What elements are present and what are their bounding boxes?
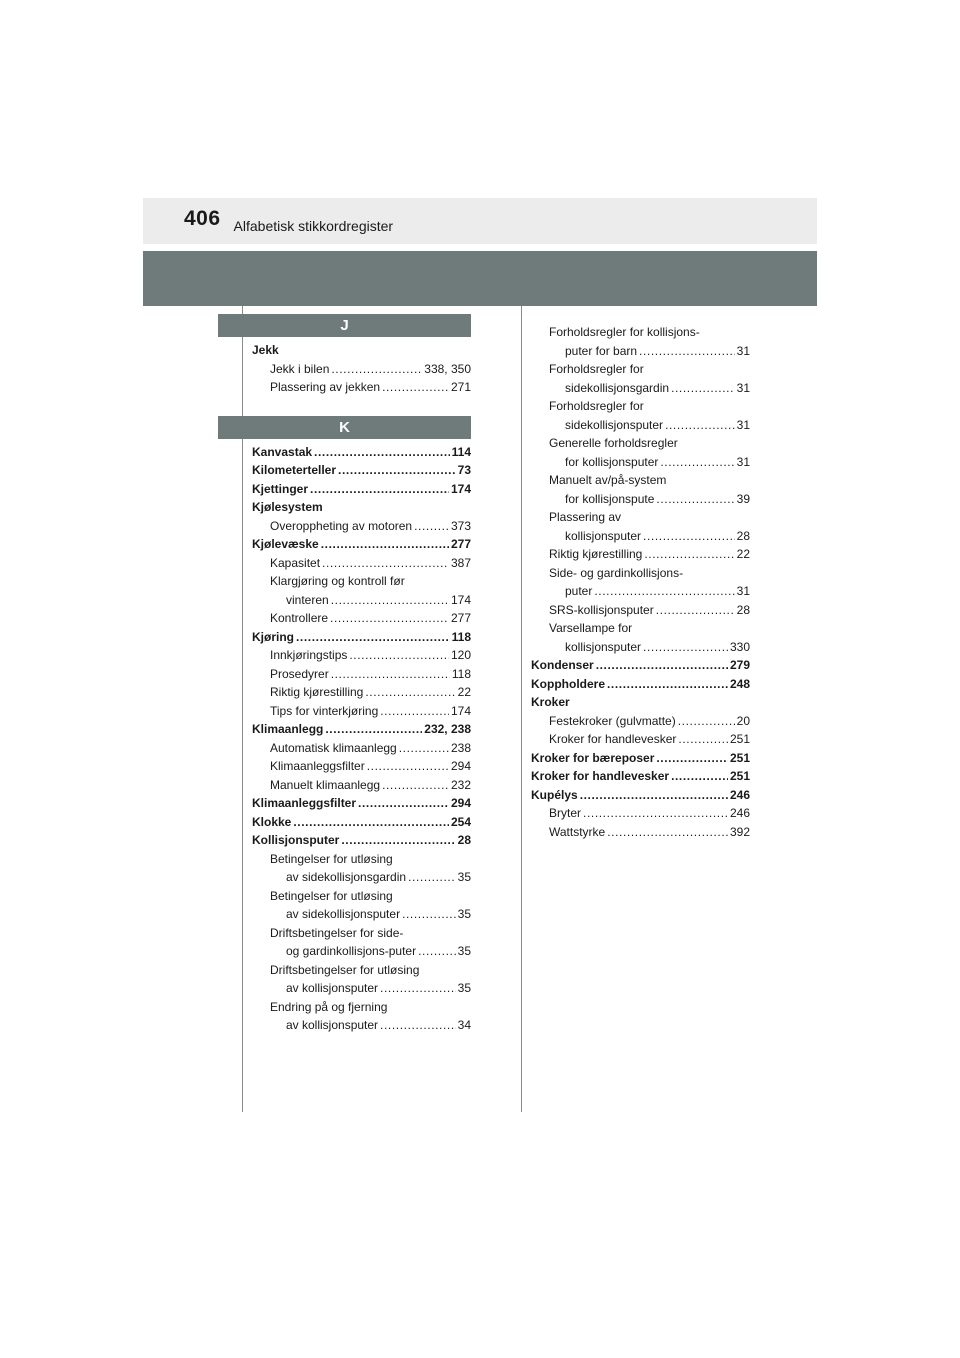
dot-leader: [293, 813, 449, 832]
entry-line: [252, 628, 471, 647]
header-band: [143, 251, 817, 306]
entry-term: av sidekollisjonsgardin: [286, 870, 407, 884]
entry-term: Driftsbetingelser for side-: [270, 925, 404, 940]
page-number: 406: [184, 207, 221, 230]
entry-line: [270, 646, 471, 665]
dot-leader: [402, 905, 456, 924]
entry-term: sidekollisjonsputer: [565, 417, 664, 432]
entry-term: Manuelt klimaanlegg: [270, 777, 381, 792]
entry-term: puter: [565, 584, 593, 598]
entry-line: [270, 1016, 471, 1035]
entry-pages: 73: [457, 463, 471, 477]
entry-pages: 28: [736, 528, 750, 543]
entry-term: Klimaanlegg: [252, 722, 324, 736]
entry-term: Kjølevæske: [252, 537, 319, 551]
dot-leader: [331, 360, 422, 379]
dot-leader: [671, 379, 735, 398]
entry-line: [549, 471, 750, 490]
entry-line: [531, 656, 750, 675]
entry-line: [270, 702, 471, 721]
entry-pages: 251: [729, 769, 750, 783]
dot-leader: [338, 461, 456, 480]
entry-pages: 22: [457, 685, 471, 699]
dot-leader: [656, 490, 734, 509]
entry-line: [270, 683, 471, 702]
dot-leader: [349, 646, 449, 665]
index-subentry[interactable]: [252, 378, 471, 397]
dot-leader: [671, 767, 728, 786]
entry-pages: 35: [457, 944, 471, 958]
index-entry[interactable]: [252, 480, 471, 499]
dot-leader: [580, 786, 728, 805]
section-title: Alfabetisk stikkordregister: [233, 218, 394, 234]
entry-line: [549, 564, 750, 583]
entry-line: [270, 591, 471, 610]
entry-term: Kontrollere: [270, 611, 329, 625]
entry-term: Innkjøringstips: [270, 648, 348, 662]
entry-term: Driftsbetingelser for utløsing: [270, 962, 420, 977]
index-subentry[interactable]: [531, 323, 750, 360]
entry-pages: 118: [451, 666, 471, 681]
letter-group: [252, 416, 471, 1035]
entry-term: Riktig kjørestilling: [549, 547, 643, 561]
entry-term: Plassering av jekken: [270, 380, 381, 394]
index-subentry[interactable]: [252, 517, 471, 536]
index-subentry[interactable]: [252, 554, 471, 573]
entry-term: puter for barn: [565, 343, 638, 358]
entry-pages: 31: [736, 417, 750, 432]
entry-pages: 279: [729, 658, 750, 672]
entry-term: for kollisjonsputer: [565, 454, 659, 469]
entry-line: [252, 498, 471, 517]
entry-line: [549, 416, 750, 435]
dot-leader: [594, 582, 734, 601]
entry-term: Tips for vinterkjøring: [270, 703, 379, 718]
entry-line: [549, 712, 750, 731]
entry-pages: 31: [736, 380, 750, 395]
entry-pages: 248: [729, 676, 750, 691]
entry-term: SRS-kollisjonsputer: [549, 602, 654, 617]
entry-pages: 31: [736, 343, 750, 358]
letter-heading: K: [218, 416, 471, 439]
entry-line: [549, 545, 750, 564]
dot-leader: [365, 683, 455, 702]
dot-leader: [325, 720, 422, 739]
entry-term: Kroker: [531, 695, 570, 709]
entry-term: Kroker for handlevesker: [549, 732, 677, 746]
index-subentry[interactable]: [531, 471, 750, 508]
entry-pages: 174: [450, 481, 471, 496]
dot-leader: [399, 739, 449, 758]
entry-pages: 294: [450, 796, 471, 810]
index-subentry[interactable]: [252, 646, 471, 665]
entry-pages: 120: [450, 648, 471, 662]
dot-leader: [331, 591, 449, 610]
dot-leader: [665, 416, 735, 435]
index-subentry[interactable]: [252, 924, 471, 961]
index-subentry[interactable]: [252, 998, 471, 1035]
entry-term: Klokke: [252, 814, 292, 829]
entry-term: Riktig kjørestilling: [270, 685, 364, 699]
entry-line: [252, 813, 471, 832]
entry-line: [270, 868, 471, 887]
entry-pages: 35: [457, 907, 471, 921]
entry-pages: 246: [729, 806, 750, 820]
dot-leader: [643, 638, 728, 657]
entry-line: [549, 527, 750, 546]
entry-pages: 294: [450, 759, 471, 773]
entry-line: [270, 887, 471, 906]
entry-term: Bryter: [549, 806, 582, 820]
dot-leader: [583, 804, 728, 823]
entry-line: [270, 924, 471, 943]
index-subentry[interactable]: [252, 683, 471, 702]
entry-list: [252, 341, 471, 397]
entry-line: [531, 675, 750, 694]
index-entry[interactable]: [252, 794, 471, 813]
entry-term: Kanvastak: [252, 444, 313, 459]
entry-term: Jekk i bilen: [270, 361, 330, 376]
entry-pages: 118: [451, 629, 471, 644]
dot-leader: [321, 535, 449, 554]
entry-line: [252, 480, 471, 499]
entry-pages: 28: [736, 602, 750, 617]
index-subentry[interactable]: [531, 823, 750, 842]
entry-line: [252, 443, 471, 462]
entry-line: [252, 794, 471, 813]
entry-pages: 35: [457, 981, 471, 995]
entry-term: Forholdsregler for: [549, 362, 644, 376]
index-entry[interactable]: [531, 656, 750, 675]
dot-leader: [330, 609, 449, 628]
index-entry[interactable]: [252, 443, 471, 462]
dot-leader: [380, 702, 449, 721]
entry-term: Klimaanleggsfilter: [270, 759, 365, 773]
index-subentry[interactable]: [531, 397, 750, 434]
index-subentry[interactable]: [531, 619, 750, 656]
index-subentry[interactable]: [531, 360, 750, 397]
index-entry[interactable]: [252, 628, 471, 647]
entry-term: Plassering av: [549, 510, 622, 524]
entry-line: [270, 609, 471, 628]
entry-line: [531, 767, 750, 786]
entry-pages: 232: [450, 777, 471, 792]
dot-leader: [639, 342, 735, 361]
entry-term: vinteren: [286, 592, 329, 607]
entry-pages: 35: [457, 870, 471, 884]
entry-line: [252, 720, 471, 739]
dot-leader: [367, 757, 449, 776]
index-entry[interactable]: [252, 341, 471, 360]
entry-term: kollisjonsputer: [565, 528, 642, 543]
entry-term: Festekroker (gulvmatte): [549, 713, 676, 728]
index-subentry[interactable]: [252, 961, 471, 998]
entry-term: Generelle forholdsregler: [549, 436, 678, 450]
index-subentry[interactable]: [252, 609, 471, 628]
entry-pages: 373: [450, 518, 471, 533]
index-subentry[interactable]: [252, 776, 471, 795]
index-entry[interactable]: [531, 749, 750, 768]
entry-term: Endring på og fjerning: [270, 999, 388, 1014]
index-subentry[interactable]: [531, 712, 750, 731]
index-subentry[interactable]: [252, 665, 471, 684]
entry-line: [252, 341, 471, 360]
dot-leader: [382, 776, 449, 795]
letter-group: [252, 314, 471, 397]
entry-pages: 174: [450, 592, 471, 607]
entry-term: Varsellampe for: [549, 621, 633, 635]
entry-term: Prosedyrer: [270, 666, 329, 681]
entry-pages: 31: [736, 584, 750, 598]
entry-pages: 238: [450, 740, 471, 755]
entry-term: Kollisjonsputer: [252, 833, 340, 847]
dot-leader: [380, 1016, 456, 1035]
entry-term: Kroker for bæreposer: [531, 750, 655, 765]
index-subentry[interactable]: [252, 572, 471, 609]
entry-pages: 277: [450, 537, 471, 551]
entry-line: [270, 517, 471, 536]
entry-pages: 246: [729, 787, 750, 802]
entry-pages: 34: [457, 1018, 471, 1032]
entry-line: [252, 461, 471, 480]
index-subentry[interactable]: [252, 887, 471, 924]
entry-pages: 174: [450, 703, 471, 718]
entry-line: [270, 961, 471, 980]
entry-term: Kapasitet: [270, 555, 321, 570]
index-entry[interactable]: [252, 498, 471, 517]
entry-line: [270, 942, 471, 961]
entry-pages: 20: [736, 713, 750, 728]
column-rule-middle: [521, 306, 522, 1112]
entry-line: [252, 831, 471, 850]
entry-line: [549, 379, 750, 398]
entry-term: Kjettinger: [252, 481, 309, 496]
entry-line: [549, 638, 750, 657]
index-column-right: [531, 323, 750, 841]
entry-line: [270, 905, 471, 924]
index-subentry[interactable]: [531, 508, 750, 545]
entry-line: [549, 323, 750, 342]
entry-list: [252, 443, 471, 1035]
index-subentry[interactable]: [531, 730, 750, 749]
entry-line: [549, 804, 750, 823]
entry-term: Wattstyrke: [549, 824, 606, 839]
entry-term: av kollisjonsputer: [286, 981, 379, 995]
entry-term: Klimaanleggsfilter: [252, 796, 357, 810]
entry-pages: 31: [736, 454, 750, 469]
entry-line: [270, 998, 471, 1017]
entry-line: [270, 665, 471, 684]
dot-leader: [408, 868, 456, 887]
entry-term: Side- og gardinkollisjons-: [549, 565, 684, 580]
dot-leader: [656, 601, 735, 620]
entry-term: sidekollisjonsgardin: [565, 380, 670, 395]
dot-leader: [382, 378, 449, 397]
entry-pages: 330: [729, 639, 750, 654]
entry-pages: 22: [736, 547, 750, 561]
dot-leader: [341, 831, 455, 850]
index-column-left: [252, 314, 471, 1035]
entry-term: Kjøring: [252, 629, 294, 644]
dot-leader: [678, 730, 728, 749]
dot-leader: [607, 675, 728, 694]
entry-term: Automatisk klimaanlegg: [270, 740, 397, 755]
entry-line: [270, 776, 471, 795]
entry-pages: 254: [450, 814, 471, 829]
entry-term: kollisjonsputer: [565, 639, 642, 654]
entry-term: Kilometerteller: [252, 463, 337, 477]
entry-line: [549, 397, 750, 416]
entry-line: [549, 342, 750, 361]
index-subentry[interactable]: [531, 804, 750, 823]
index-entry[interactable]: [252, 813, 471, 832]
index-subentry[interactable]: [252, 360, 471, 379]
dot-leader: [414, 517, 449, 536]
index-subentry[interactable]: [531, 434, 750, 471]
page-header: [143, 198, 817, 244]
entry-line: [549, 730, 750, 749]
entry-pages: 28: [457, 833, 471, 847]
entry-term: og gardinkollisjons-puter: [286, 944, 417, 958]
entry-line: [270, 739, 471, 758]
entry-term: av sidekollisjonsputer: [286, 907, 401, 921]
entry-line: [270, 554, 471, 573]
index-subentry[interactable]: [252, 850, 471, 887]
index-subentry[interactable]: [531, 601, 750, 620]
entry-pages: 114: [451, 444, 471, 459]
entry-term: Kondenser: [531, 658, 594, 672]
entry-term: Klargjøring og kontroll før: [270, 574, 405, 588]
dot-leader: [331, 665, 450, 684]
dot-leader: [678, 712, 735, 731]
index-subentry[interactable]: [531, 545, 750, 564]
entry-pages: 387: [450, 555, 471, 570]
entry-pages: 251: [729, 750, 750, 765]
dot-leader: [322, 554, 449, 573]
dot-leader: [310, 480, 449, 499]
dot-leader: [296, 628, 450, 647]
index-subentry[interactable]: [252, 757, 471, 776]
entry-line: [270, 378, 471, 397]
index-entry[interactable]: [252, 720, 471, 739]
dot-leader: [380, 979, 456, 998]
entry-line: [531, 693, 750, 712]
dot-leader: [644, 545, 734, 564]
index-entry[interactable]: [531, 786, 750, 805]
dot-leader: [607, 823, 728, 842]
entry-line: [549, 508, 750, 527]
entry-line: [549, 490, 750, 509]
entry-term: Kroker for handlevesker: [531, 769, 670, 783]
entry-line: [270, 979, 471, 998]
entry-line: [270, 360, 471, 379]
entry-pages: 232, 238: [424, 722, 471, 736]
entry-term: Kjølesystem: [252, 500, 323, 514]
dot-leader: [660, 453, 734, 472]
letter-heading: J: [218, 314, 471, 337]
dot-leader: [358, 794, 449, 813]
entry-line: [531, 749, 750, 768]
index-entry[interactable]: [531, 767, 750, 786]
entry-term: Overoppheting av motoren: [270, 518, 413, 533]
entry-line: [549, 453, 750, 472]
entry-pages: 392: [729, 824, 750, 839]
entry-term: Betingelser for utløsing: [270, 851, 393, 866]
entry-pages: 271: [450, 380, 471, 394]
entry-pages: 277: [450, 611, 471, 625]
entry-term: Manuelt av/på-system: [549, 473, 667, 487]
entry-line: [270, 757, 471, 776]
entry-term: Forholdsregler for: [549, 399, 644, 413]
dot-leader: [643, 527, 735, 546]
dot-leader: [314, 443, 450, 462]
index-entry[interactable]: [531, 675, 750, 694]
entry-line: [549, 360, 750, 379]
entry-term: Kupélys: [531, 787, 578, 802]
entry-line: [549, 582, 750, 601]
entry-line: [270, 572, 471, 591]
entry-line: [549, 619, 750, 638]
index-subentry[interactable]: [252, 702, 471, 721]
entry-line: [252, 535, 471, 554]
index-subentry[interactable]: [531, 564, 750, 601]
index-entry[interactable]: [252, 831, 471, 850]
entry-pages: 251: [729, 732, 750, 746]
entry-term: Koppholdere: [531, 676, 605, 691]
dot-leader: [418, 942, 456, 961]
index-entry[interactable]: [531, 693, 750, 712]
entry-term: Forholdsregler for kollisjons-: [549, 325, 700, 339]
index-entry[interactable]: [252, 461, 471, 480]
entry-term: av kollisjonsputer: [286, 1018, 379, 1032]
index-entry[interactable]: [252, 535, 471, 554]
entry-term: for kollisjonspute: [565, 491, 655, 506]
entry-term: Betingelser for utløsing: [270, 888, 393, 903]
entry-pages: 39: [736, 491, 750, 506]
entry-line: [549, 434, 750, 453]
dot-leader: [596, 656, 728, 675]
index-subentry[interactable]: [252, 739, 471, 758]
entry-line: [531, 786, 750, 805]
entry-term: Jekk: [252, 343, 279, 357]
entry-line: [270, 850, 471, 869]
dot-leader: [656, 749, 728, 768]
entry-line: [549, 601, 750, 620]
entry-pages: 338, 350: [424, 361, 471, 376]
entry-line: [549, 823, 750, 842]
